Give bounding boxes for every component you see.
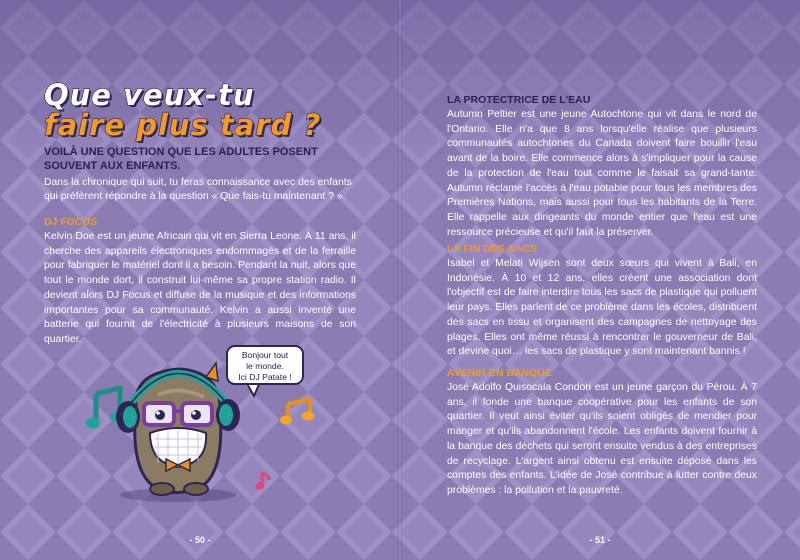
speech-bubble [226, 345, 304, 385]
section-heading: LA FIN DES SACS [447, 243, 538, 255]
section-body: Autumn Peltier est une jeune Autochtone qui vit dans le nord de l'Ontario. Elle n'a que 8 ans lorsqu'elle réalise que plusieurs communautés autochtones du Canada doivent faire bouillir l'eau avant de la boire. Elle commence alors à s'impliquer pour la cause de la protection de l'eau tout comme le faisait sa grand-tante. Autumn réclame l'accès à l'eau potable pour tous les membres des Premières Nations, mais aussi pour tous les habitants de la Terre. Elle rappelle aux dirigeants du monde entier que l'eau est une ressource précieuse et qu'il faut la préserver. [447, 109, 757, 238]
title-line-2: faire plus tard ? [44, 108, 322, 142]
title-line-1: Que veux-tu [44, 78, 255, 112]
page-title [44, 80, 374, 140]
bubble-line-1: Bonjour tout [241, 350, 289, 360]
subtitle: VOILÀ UNE QUESTION QUE LES ADULTES POSENT SOUVENT AUX ENFANTS. [44, 146, 318, 172]
intro-text: Dans la chronique qui suit, tu feras connaissance avec des enfants qui préfèrent répondre à la question « Que fais-tu maintenant ? ». [44, 177, 352, 202]
section-heading: LA PROTECTRICE DE L'EAU [447, 94, 591, 106]
section-dj-focus [44, 215, 356, 348]
page-number-right: - 51 - [589, 535, 611, 545]
music-note-orange-icon [280, 396, 314, 426]
section-end-of-bags [447, 242, 757, 360]
section-heading: AVENIR EN BANQUE [447, 367, 552, 379]
section-water-protector [447, 93, 757, 240]
section-heading: DJ FOCUS [44, 216, 98, 228]
section-body: Isabel et Melati Wijsen sont deux sœurs qui vivent à Bali, en Indonésie. À 10 et 12 ans, elles créent une association dont l'objectif est de faire interdire tous les sacs de plastique qui polluent leur pays. Elles parlent de ce problème dans les écoles, distribuent des sacs en tissu et organisent des campagnes de nettoyage des plages. Elles ont même réussi à rencontrer le gouverneur de Bali, et devine quoi… les sacs de plastique y sont maintenant bannis ! [447, 258, 757, 358]
bubble-line-2: le monde. [246, 361, 284, 371]
page-number-left: - 50 - [189, 535, 211, 545]
section-body: José Adolfo Quisocala Condori est un jeune garçon du Pérou. À 7 ans, il fonde une banque coopérative pour les enfants de son quartier. Il veut ainsi éviter qu'ils soient obligés de mendier pour manger et qu'ils abandonnent l'école. Les enfants doivent fournir à la banque des déchets qui seront ensuite vendus à des entreprises de recyclage. L'argent ainsi obtenu est ensuite déposé dans les comptes des enfants. L'idée de José contribue à lutter contre deux problèmes : la pollution et la pauvreté. [447, 382, 757, 496]
right-page [400, 0, 800, 560]
section-body: Kelvin Doe est un jeune Africain qui vit en Sierra Leone. À 11 ans, il cherche des appareils électroniques endommagés et de la ferraille pour fabriquer le matériel dont il a besoin. Pendant la nuit, alors que tout le monde dort, il construit lui-même sa propre station radio. Il devient alors DJ Focus et diffuse de la musique et des informations importantes pour sa communauté. Kelvin a aussi inventé une batterie qui fournit de l'électricité à plusieurs maisons de son quartier. [44, 231, 356, 345]
section-future-bank [447, 366, 757, 499]
bubble-line-3: Ici DJ Patate ! [238, 372, 292, 382]
